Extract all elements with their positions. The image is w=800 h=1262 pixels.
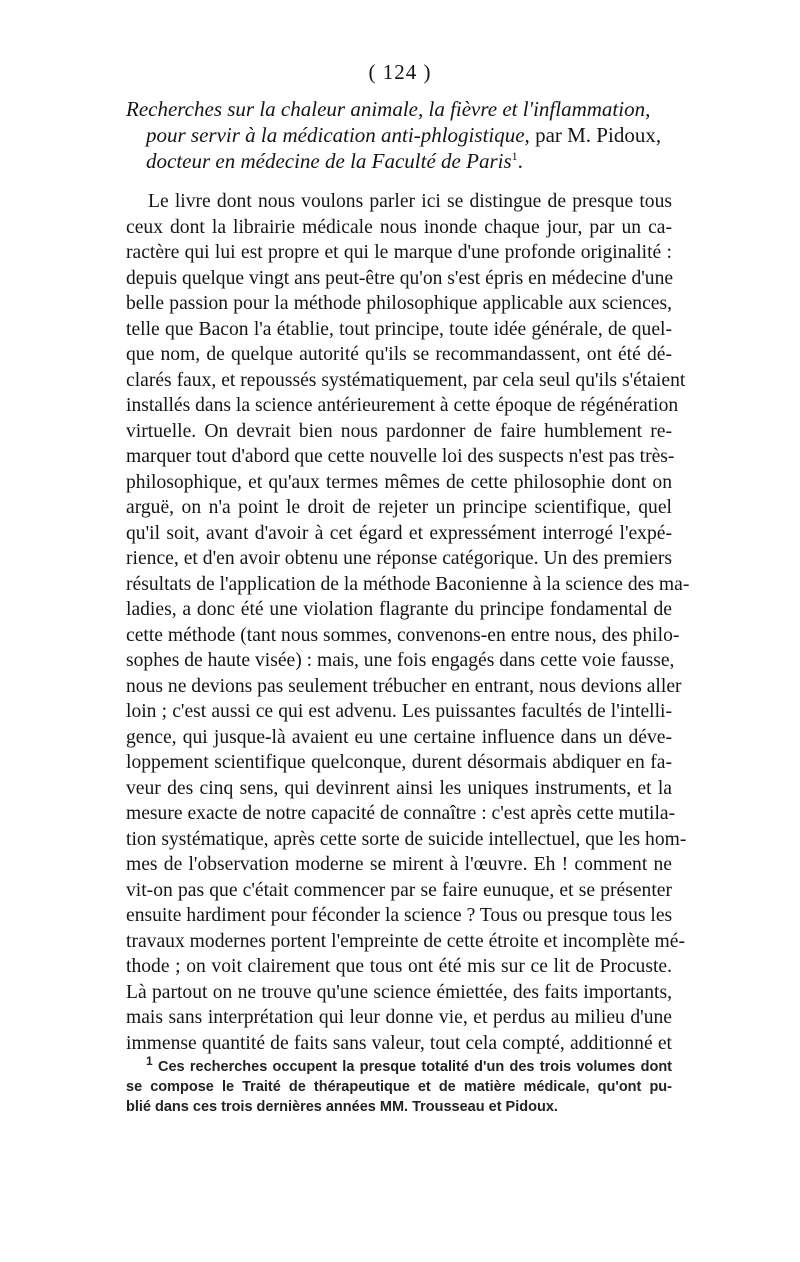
body-line: travaux modernes portent l'empreinte de cette étroite et incomplète mé- bbox=[126, 930, 685, 952]
footnote-line-3: blié dans ces trois dernières années MM. Trousseau et Pidoux. bbox=[126, 1099, 558, 1115]
body-line: Le livre dont nous voulons parler ici se distingue de presque tous bbox=[148, 191, 672, 212]
body-line: tion systématique, après cette sorte de suicide intellectuel, que les hom- bbox=[126, 828, 687, 850]
body-line: vit-on pas que c'était commencer par se faire eunuque, et se présenter bbox=[126, 879, 672, 901]
page-number: ( 124 ) bbox=[368, 60, 432, 84]
footnote-line-1 bbox=[126, 1054, 673, 1077]
body-line: installés dans la science antérieurement à cette époque de régénération bbox=[126, 395, 679, 416]
body-line: gence, qui jusque-là avaient eu une certaine influence dans un déve- bbox=[126, 726, 672, 748]
body-line: ensuite hardiment pour féconder la science ? Tous ou presque tous les bbox=[126, 905, 673, 926]
body-line: veur des cinq sens, qui devinrent ainsi les uniques instruments, et la bbox=[126, 777, 672, 799]
article-heading bbox=[126, 96, 686, 174]
body-line: sophes de haute visée) : mais, une fois engagés dans cette voie fausse, bbox=[126, 650, 675, 671]
body-line: ladies, a donc été une violation flagrante du principe fondamental de bbox=[126, 599, 672, 620]
body-line: rience, et d'en avoir obtenu une réponse catégorique. Un des premiers bbox=[126, 548, 672, 569]
body-line: clarés faux, et repoussés systématiquement, par cela seul qu'ils s'étaient bbox=[126, 369, 686, 391]
body-line: mais sans interprétation qui leur donne vie, et perdus au milieu d'une bbox=[126, 1007, 672, 1028]
body-line: cette méthode (tant nous sommes, convenons-en entre nous, des philo- bbox=[126, 624, 680, 646]
body-line: belle passion pour la méthode philosophique applicable aux sciences, bbox=[126, 293, 672, 314]
body-line: Là partout on ne trouve qu'une science émiettée, des faits importants, bbox=[126, 981, 672, 1003]
body-line: telle que Bacon l'a établie, tout principe, toute idée générale, de quel- bbox=[126, 318, 672, 340]
body-line: ractère qui lui est propre et qui le marque d'une profonde originalité : bbox=[126, 242, 672, 263]
footnote-line-2: se compose le Traité de thérapeutique et de matière médicale, qu'ont pu- bbox=[126, 1079, 672, 1095]
body-line: immense quantité de faits sans valeur, tout cela compté, additionné et bbox=[126, 1032, 672, 1054]
body-line: arguë, on n'a point le droit de rejeter un principe scientifique, quel bbox=[126, 497, 672, 518]
body-line: nous ne devions pas seulement trébucher en entrant, nous devions aller bbox=[126, 675, 682, 697]
heading-line-1: Recherches sur la chaleur animale, la fièvre et l'inflammation, bbox=[126, 97, 651, 121]
footnote-reference: 1 bbox=[511, 149, 518, 163]
body-line: loppement scientifique quelconque, durent désormais abdiquer en fa- bbox=[126, 752, 672, 773]
body-line: mesure exacte de notre capacité de connaître : c'est après cette mutila- bbox=[126, 803, 676, 824]
footnote bbox=[126, 1054, 673, 1117]
body-line: résultats de l'application de la méthode Baconienne à la science des ma- bbox=[126, 573, 690, 595]
heading-line-3-end: . bbox=[517, 149, 523, 173]
body-line: qu'il soit, avant d'avoir à cet égard et expressément interrogé l'expé- bbox=[126, 522, 672, 544]
heading-line-2-title: pour servir à la médication anti-phlogistique, bbox=[146, 123, 530, 147]
heading-line-3 bbox=[126, 148, 686, 174]
body-line: mes de l'observation moderne se mirent à l'œuvre. Eh ! comment ne bbox=[126, 854, 672, 875]
body-line: depuis quelque vingt ans peut-être qu'on s'est épris en médecine d'une bbox=[126, 267, 674, 289]
body-line: virtuelle. On devrait bien nous pardonner de faire humblement re- bbox=[126, 420, 672, 442]
footnote-mark: 1 bbox=[146, 1054, 153, 1069]
body-line: marquer tout d'abord que cette nouvelle loi des suspects n'est pas très- bbox=[126, 446, 675, 467]
body-line: philosophique, et qu'aux termes mêmes de cette philosophie dont on bbox=[126, 471, 672, 493]
body-line: ceux dont la librairie médicale nous inonde chaque jour, par un ca- bbox=[126, 216, 672, 238]
body-line: que nom, de quelque autorité qu'ils se recommandassent, ont été dé- bbox=[126, 344, 672, 365]
body-line: loin ; c'est aussi ce qui est advenu. Les puissantes facultés de l'intelli- bbox=[126, 701, 672, 722]
heading-line-2 bbox=[126, 122, 686, 148]
heading-line-3-title: docteur en médecine de la Faculté de Paris bbox=[146, 149, 512, 173]
body-line: thode ; on voit clairement que tous ont été mis sur ce lit de Procuste. bbox=[126, 956, 672, 977]
footnote-line-1-text: Ces recherches occupent la presque totalité d'un des trois volumes dont bbox=[157, 1059, 673, 1075]
heading-author: par M. Pidoux, bbox=[535, 123, 662, 147]
body-text bbox=[126, 189, 690, 1056]
